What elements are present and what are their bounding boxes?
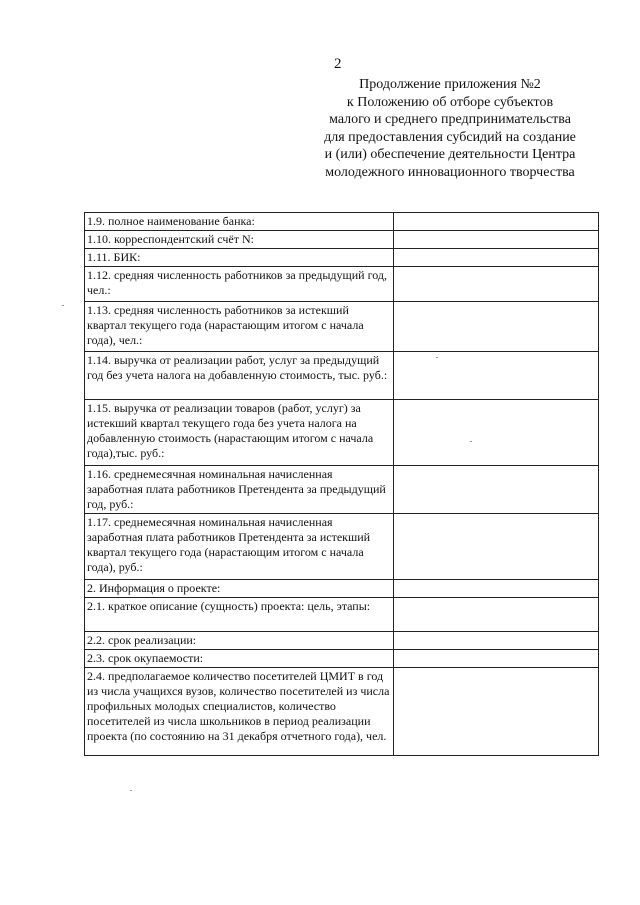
scan-speck — [130, 790, 132, 791]
table-row — [85, 352, 599, 400]
row-label-implementation-period: 2.2. срок реализации: — [85, 632, 394, 650]
row-label-bank-name: 1.9. полное наименование банка: — [85, 213, 394, 231]
row-label-payback-period: 2.3. срок окупаемости: — [85, 650, 394, 668]
page-number: 2 — [334, 56, 342, 72]
row-value-bank-name[interactable] — [394, 213, 599, 231]
header-line: Продолжение приложения №2 — [359, 77, 541, 92]
header-line: к Положению об отборе субъектов — [346, 94, 554, 110]
row-value-payback-period[interactable] — [394, 650, 599, 668]
applicant-info-table — [84, 212, 599, 756]
row-value-implementation-period[interactable] — [394, 632, 599, 650]
table-row — [85, 213, 599, 231]
row-value-expected-visitors[interactable] — [394, 668, 599, 756]
table-row — [85, 267, 599, 302]
header-line: малого и среднего предпринимательства — [329, 112, 571, 127]
row-label-project-info: 2. Информация о проекте: — [85, 580, 394, 598]
row-value-revenue-quarter[interactable] — [394, 400, 599, 466]
row-value-avg-salary-quarter[interactable] — [394, 514, 599, 580]
row-label-avg-salary-prev-year: 1.16. среднемесячная номинальная начисленная заработная плата работников Претендента за предыдущий год, руб.: — [85, 466, 394, 514]
row-value-project-description[interactable] — [394, 598, 599, 632]
scan-speck — [436, 357, 438, 358]
table-row — [85, 514, 599, 580]
row-value-bik[interactable] — [394, 249, 599, 267]
row-value-avg-salary-prev-year[interactable] — [394, 466, 599, 514]
row-label-avg-employees-prev-year: 1.12. средняя численность работников за предыдущий год, чел.: — [85, 267, 394, 302]
row-label-expected-visitors: 2.4. предполагаемое количество посетителей ЦМИТ в год из числа учащихся вузов, количество посетителей из числа профильных молодых специалистов, количество посетителей из числа школьников в период реализации проекта (по состоянию на 31 декабря отчетного года), чел. — [85, 668, 394, 756]
table-row — [85, 668, 599, 756]
row-value-avg-employees-quarter[interactable] — [394, 302, 599, 352]
row-label-avg-employees-quarter: 1.13. средняя численность работников за истекший квартал текущего года (нарастающим итогом с начала года), чел.: — [85, 302, 394, 352]
row-label-bik: 1.11. БИК: — [85, 249, 394, 267]
row-label-revenue-prev-year: 1.14. выручка от реализации работ, услуг за предыдущий год без учета налога на добавленную стоимость, тыс. руб.: — [85, 352, 394, 400]
table-row — [85, 632, 599, 650]
row-label-correspondent-account: 1.10. корреспондентский счёт N: — [85, 231, 394, 249]
row-value-project-info[interactable] — [394, 580, 599, 598]
header-line: для предоставления субсидий на создание — [324, 129, 576, 145]
row-label-project-description: 2.1. краткое описание (сущность) проекта: цель, этапы: — [85, 598, 394, 632]
table-row — [85, 580, 599, 598]
row-value-avg-employees-prev-year[interactable] — [394, 267, 599, 302]
header-line: молодежного инновационного творчества — [325, 164, 575, 180]
table-row — [85, 249, 599, 267]
table-row — [85, 231, 599, 249]
scan-speck — [470, 441, 472, 442]
row-label-revenue-quarter: 1.15. выручка от реализации товаров (работ, услуг) за истекший квартал текущего года без учета налога на добавленную стоимость (нарастающим итогом с начала года),тыс. руб.: — [85, 400, 394, 466]
table-row — [85, 302, 599, 352]
scan-speck — [62, 305, 64, 306]
row-label-avg-salary-quarter: 1.17. среднемесячная номинальная начисленная заработная плата работников Претендента за истекший квартал текущего года (нарастающим итогом с начала года), руб.: — [85, 514, 394, 580]
row-value-revenue-prev-year[interactable] — [394, 352, 599, 400]
table-row — [85, 400, 599, 466]
table-row — [85, 598, 599, 632]
appendix-header — [300, 76, 600, 181]
table-row — [85, 650, 599, 668]
table-row — [85, 466, 599, 514]
row-value-correspondent-account[interactable] — [394, 231, 599, 249]
header-line: и (или) обеспечение деятельности Центра — [324, 147, 576, 162]
